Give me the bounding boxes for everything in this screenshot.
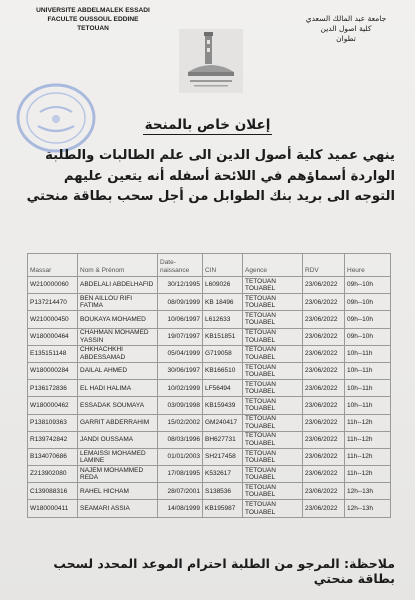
table-row [28,345,391,362]
table-cell: 23/06/2022 [303,431,345,448]
table-cell: 10h--11h [345,397,391,414]
table-cell: 28/07/2001 [158,483,203,500]
table-cell: 17/08/1995 [158,466,203,483]
table-cell: EL HADI HALIMA [78,380,158,397]
table-row [28,277,391,294]
table-cell: W180000284 [28,362,78,379]
table-cell: DAILAL AHMED [78,362,158,379]
table-cell: 30/12/1995 [158,277,203,294]
table-row [28,294,391,311]
university-header-arabic [291,14,401,44]
title-text: إعلان خاص بالمنحة [144,117,271,133]
table-cell: TETOUAN TOUABEL [243,311,303,328]
column-header: Agence [243,254,303,277]
table-cell: R139742842 [28,431,78,448]
column-header: Massar [28,254,78,277]
table-cell: JANDI OUSSAMA [78,431,158,448]
table-cell: 23/06/2022 [303,397,345,414]
table-cell: GARRIT ABDERRAHIM [78,414,158,431]
table-cell: 23/06/2022 [303,483,345,500]
table-cell: 23/06/2022 [303,448,345,465]
table-cell: 11h--12h [345,414,391,431]
header-line: FACULTE OUSSOUL EDDINE [47,16,139,23]
table-cell: TETOUAN TOUABEL [243,431,303,448]
header-line: جامعة عبد المالك السعدي [305,14,387,23]
table-cell: P138109363 [28,414,78,431]
table-cell: 01/01/2003 [158,448,203,465]
column-header: RDV [303,254,345,277]
table-cell: TETOUAN TOUABEL [243,414,303,431]
table-cell: G719058 [203,345,243,362]
table-cell: 23/06/2022 [303,311,345,328]
table-cell: 09h--10h [345,294,391,311]
table-cell: 23/06/2022 [303,500,345,517]
table-cell: 09h--10h [345,277,391,294]
table-cell: 23/06/2022 [303,328,345,345]
table-cell: 12h--13h [345,483,391,500]
table-cell: BEN AILLOU RIFI FATIMA [78,294,158,311]
table-cell: ESSADAK SOUMAYA [78,397,158,414]
table-cell: 11h--12h [345,466,391,483]
table-cell: 10h--11h [345,362,391,379]
table-cell: ABDELALI ABDELHAFID [78,277,158,294]
university-header-latin [18,6,168,33]
table-cell: 23/06/2022 [303,362,345,379]
table-cell: 12h--13h [345,500,391,517]
header-line: كلية اصول الدين [320,24,372,33]
table-row [28,311,391,328]
table-cell: 14/08/1999 [158,500,203,517]
table-row [28,397,391,414]
table-cell: TETOUAN TOUABEL [243,397,303,414]
table-cell: 09h--10h [345,311,391,328]
table-cell: TETOUAN TOUABEL [243,483,303,500]
announcement-title [0,117,415,133]
table-cell: 10h--11h [345,380,391,397]
students-table [27,253,391,518]
table-cell: 30/06/1997 [158,362,203,379]
column-header: Nom & Prénom [78,254,158,277]
table-cell: GM240417 [203,414,243,431]
column-header: Heure [345,254,391,277]
table-cell: KB166510 [203,362,243,379]
table-cell: 09h--10h [345,328,391,345]
table-cell: TETOUAN TOUABEL [243,277,303,294]
table-header-row [28,254,391,277]
table-cell: 23/06/2022 [303,294,345,311]
table-cell: L609026 [203,277,243,294]
table-cell: KB151851 [203,328,243,345]
table-cell: W180000464 [28,328,78,345]
table-cell: TETOUAN TOUABEL [243,345,303,362]
table-row [28,362,391,379]
table-cell: TETOUAN TOUABEL [243,362,303,379]
table-cell: P137214470 [28,294,78,311]
table-cell: Z213902080 [28,466,78,483]
table-cell: L612633 [203,311,243,328]
table-cell: KB195987 [203,500,243,517]
table-cell: RAHEL HICHAM [78,483,158,500]
table-cell: 10/02/1999 [158,380,203,397]
table-row [28,483,391,500]
table-cell: 11h--12h [345,431,391,448]
table-cell: W210000450 [28,311,78,328]
table-cell: TETOUAN TOUABEL [243,500,303,517]
table-cell: 05/04/1999 [158,345,203,362]
table-cell: W180000462 [28,397,78,414]
table-cell: TETOUAN TOUABEL [243,294,303,311]
table-cell: 23/06/2022 [303,345,345,362]
table-cell: LF56494 [203,380,243,397]
column-header: Date-naissance [158,254,203,277]
table-cell: 10/06/1997 [158,311,203,328]
table-cell: 08/03/1996 [158,431,203,448]
table-cell: 03/09/1998 [158,397,203,414]
table-cell: E135151148 [28,345,78,362]
faculty-logo [178,28,244,94]
table-row [28,431,391,448]
table-cell: C139088316 [28,483,78,500]
table-cell: TETOUAN TOUABEL [243,448,303,465]
table-cell: SH217458 [203,448,243,465]
table-row [28,380,391,397]
table-cell: SEAMARI ASSIA [78,500,158,517]
table-row [28,328,391,345]
table-row [28,500,391,517]
table-cell: LEMAISSI MOHAMED LAMINE [78,448,158,465]
table-cell: K532617 [203,466,243,483]
table-cell: W180000411 [28,500,78,517]
table-cell: P136172836 [28,380,78,397]
header-line: UNIVERSITE ABDELMALEK ESSADI [36,7,150,14]
table-cell: 15/02/2002 [158,414,203,431]
table-cell: KB 18496 [203,294,243,311]
table-cell: 23/06/2022 [303,380,345,397]
footer-note: ملاحظة: المرجو من الطلبة احترام الموعد المحدد لسحب بطاقة منحتي [53,556,395,586]
table-cell: 10h--11h [345,345,391,362]
table-row [28,448,391,465]
table-cell: CHAHMAN MOHAMED YASSIN [78,328,158,345]
column-header: CIN [203,254,243,277]
table-row [28,414,391,431]
header-line: تطوان [336,34,356,43]
table-cell: TETOUAN TOUABEL [243,380,303,397]
table-cell: 23/06/2022 [303,414,345,431]
table-cell: 11h--12h [345,448,391,465]
table-cell: CHKHACHKHI ABDESSAMAD [78,345,158,362]
table-cell: KB159439 [203,397,243,414]
announcement-body: ينهي عميد كلية أصول الدين الى علم الطالبات والطلبة الواردة أسماؤهم في اللائحة أسفله أنه يتعين عليهم التوجه الى بريد بنك الطوابل من أجل سحب بطاقة منحتي [26,148,395,204]
table-cell: NAJEM MOHAMMED REDA [78,466,158,483]
table-cell: BOUKAYA MOHAMED [78,311,158,328]
table-row [28,466,391,483]
table-cell: W210000060 [28,277,78,294]
table-cell: 23/06/2022 [303,277,345,294]
table-cell: S138536 [203,483,243,500]
table-cell: TETOUAN TOUABEL [243,328,303,345]
table-cell: TETOUAN TOUABEL [243,466,303,483]
table-cell: BH627731 [203,431,243,448]
table-cell: 08/09/1999 [158,294,203,311]
table-cell: 19/07/1997 [158,328,203,345]
table-cell: B134070686 [28,448,78,465]
header-line: TETOUAN [77,25,109,32]
table-cell: 23/06/2022 [303,466,345,483]
